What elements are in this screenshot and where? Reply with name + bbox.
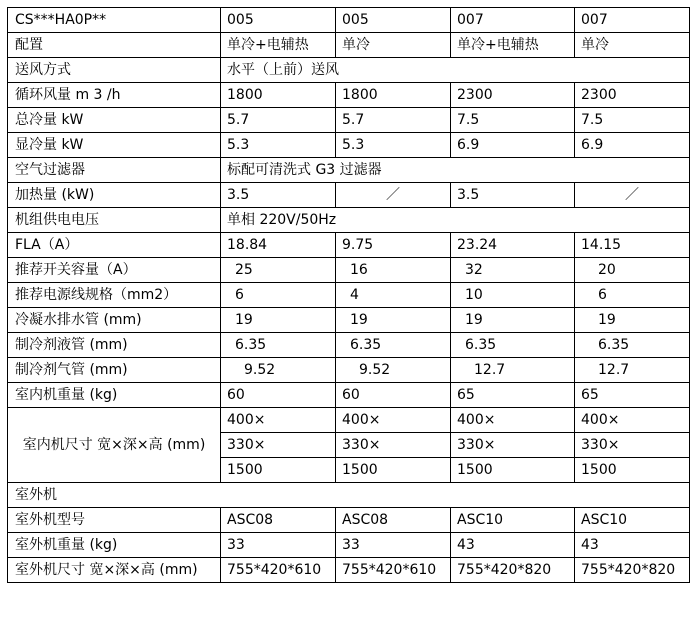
row-config: [8, 33, 690, 58]
value-cell: 18.84: [221, 233, 336, 258]
value-cell: 43: [451, 533, 575, 558]
value-cell: 19: [221, 308, 336, 333]
value-cell: 单冷+电辅热: [221, 33, 336, 58]
value-cell: 6.35: [575, 333, 690, 358]
value-cell: 400×: [451, 408, 575, 433]
value-cell: 4: [336, 283, 451, 308]
row-outdoor-model: [8, 508, 690, 533]
value-cell: ／: [575, 183, 690, 208]
row-airflow: [8, 83, 690, 108]
value-cell: 5.7: [221, 108, 336, 133]
value-cell: 23.24: [451, 233, 575, 258]
row-header: [8, 8, 690, 33]
value-cell: 755*420*820: [575, 558, 690, 583]
row-heating: [8, 183, 690, 208]
row-outdoor-weight: [8, 533, 690, 558]
value-cell: 1500: [575, 458, 690, 483]
value-cell: 60: [336, 383, 451, 408]
row-switch: [8, 258, 690, 283]
value-cell: 65: [451, 383, 575, 408]
value-cell: 9.52: [221, 358, 336, 383]
row-label: 加热量 (kW): [8, 183, 221, 208]
row-label: 制冷剂气管 (mm): [8, 358, 221, 383]
value-cell: 32: [451, 258, 575, 283]
row-label: 冷凝水排水管 (mm): [8, 308, 221, 333]
row-label: 制冷剂液管 (mm): [8, 333, 221, 358]
value-cell: 14.15: [575, 233, 690, 258]
row-indoor-size-width: [8, 408, 690, 433]
value-cell: 6: [575, 283, 690, 308]
row-label: 机组供电电压: [8, 208, 221, 233]
row-filter: [8, 158, 690, 183]
value-cell: 400×: [336, 408, 451, 433]
row-label: 显冷量 kW: [8, 133, 221, 158]
value-cell: 3.5: [451, 183, 575, 208]
value-cell: 12.7: [575, 358, 690, 383]
model-cell: 005: [336, 8, 451, 33]
value-cell: 6.35: [336, 333, 451, 358]
value-cell: ASC08: [336, 508, 451, 533]
row-label: 空气过滤器: [8, 158, 221, 183]
merged-value-cell: 标配可清洗式 G3 过滤器: [221, 158, 690, 183]
row-drain: [8, 308, 690, 333]
value-cell: 12.7: [451, 358, 575, 383]
value-cell: 755*420*610: [221, 558, 336, 583]
value-cell: ASC08: [221, 508, 336, 533]
value-cell: 20: [575, 258, 690, 283]
value-cell: 1800: [221, 83, 336, 108]
row-label: 推荐电源线规格（mm2）: [8, 283, 221, 308]
value-cell: 400×: [221, 408, 336, 433]
row-indoor-weight: [8, 383, 690, 408]
value-cell: 7.5: [575, 108, 690, 133]
value-cell: 43: [575, 533, 690, 558]
row-label: 配置: [8, 33, 221, 58]
value-cell: 33: [221, 533, 336, 558]
value-cell: 400×: [575, 408, 690, 433]
row-outdoor-section: [8, 483, 690, 508]
row-label: 室外机型号: [8, 508, 221, 533]
indoor-size-label: 室内机尺寸 宽×深×高 (mm): [8, 408, 221, 483]
row-label: 室外机重量 (kg): [8, 533, 221, 558]
value-cell: 330×: [336, 433, 451, 458]
value-cell: 6.35: [451, 333, 575, 358]
value-cell: 33: [336, 533, 451, 558]
value-cell: 单冷+电辅热: [451, 33, 575, 58]
row-fla: [8, 233, 690, 258]
value-cell: 1800: [336, 83, 451, 108]
model-cell: 005: [221, 8, 336, 33]
row-label: 室外机尺寸 宽×深×高 (mm): [8, 558, 221, 583]
value-cell: 6.35: [221, 333, 336, 358]
row-gas: [8, 358, 690, 383]
outdoor-section-label: 室外机: [8, 483, 690, 508]
merged-value-cell: 水平（上前）送风: [221, 58, 690, 83]
value-cell: 10: [451, 283, 575, 308]
value-cell: 755*420*610: [336, 558, 451, 583]
row-voltage: [8, 208, 690, 233]
value-cell: 19: [336, 308, 451, 333]
value-cell: 2300: [575, 83, 690, 108]
row-label: 室内机重量 (kg): [8, 383, 221, 408]
value-cell: 9.52: [336, 358, 451, 383]
value-cell: 3.5: [221, 183, 336, 208]
row-sensible-cool: [8, 133, 690, 158]
value-cell: 2300: [451, 83, 575, 108]
value-cell: 5.3: [336, 133, 451, 158]
row-label: 送风方式: [8, 58, 221, 83]
value-cell: 19: [451, 308, 575, 333]
value-cell: 330×: [451, 433, 575, 458]
row-label: 总冷量 kW: [8, 108, 221, 133]
value-cell: 9.75: [336, 233, 451, 258]
row-outdoor-size: [8, 558, 690, 583]
value-cell: 7.5: [451, 108, 575, 133]
value-cell: 19: [575, 308, 690, 333]
value-cell: ASC10: [575, 508, 690, 533]
value-cell: 60: [221, 383, 336, 408]
value-cell: 25: [221, 258, 336, 283]
value-cell: 5.7: [336, 108, 451, 133]
row-label: 推荐开关容量（A）: [8, 258, 221, 283]
model-label: CS***HA0P**: [8, 8, 221, 33]
value-cell: ASC10: [451, 508, 575, 533]
model-cell: 007: [575, 8, 690, 33]
model-cell: 007: [451, 8, 575, 33]
value-cell: 6.9: [451, 133, 575, 158]
value-cell: 1500: [336, 458, 451, 483]
row-total-cool: [8, 108, 690, 133]
value-cell: 330×: [575, 433, 690, 458]
value-cell: 755*420*820: [451, 558, 575, 583]
row-cable: [8, 283, 690, 308]
spec-table: [7, 7, 690, 583]
value-cell: 65: [575, 383, 690, 408]
row-label: 循环风量 m 3 /h: [8, 83, 221, 108]
value-cell: 6.9: [575, 133, 690, 158]
row-supply: [8, 58, 690, 83]
value-cell: 单冷: [575, 33, 690, 58]
value-cell: 单冷: [336, 33, 451, 58]
value-cell: 6: [221, 283, 336, 308]
merged-value-cell: 单相 220V/50Hz: [221, 208, 690, 233]
value-cell: 5.3: [221, 133, 336, 158]
value-cell: 330×: [221, 433, 336, 458]
row-liquid: [8, 333, 690, 358]
value-cell: 16: [336, 258, 451, 283]
value-cell: 1500: [221, 458, 336, 483]
value-cell: 1500: [451, 458, 575, 483]
value-cell: ／: [336, 183, 451, 208]
row-label: FLA（A）: [8, 233, 221, 258]
